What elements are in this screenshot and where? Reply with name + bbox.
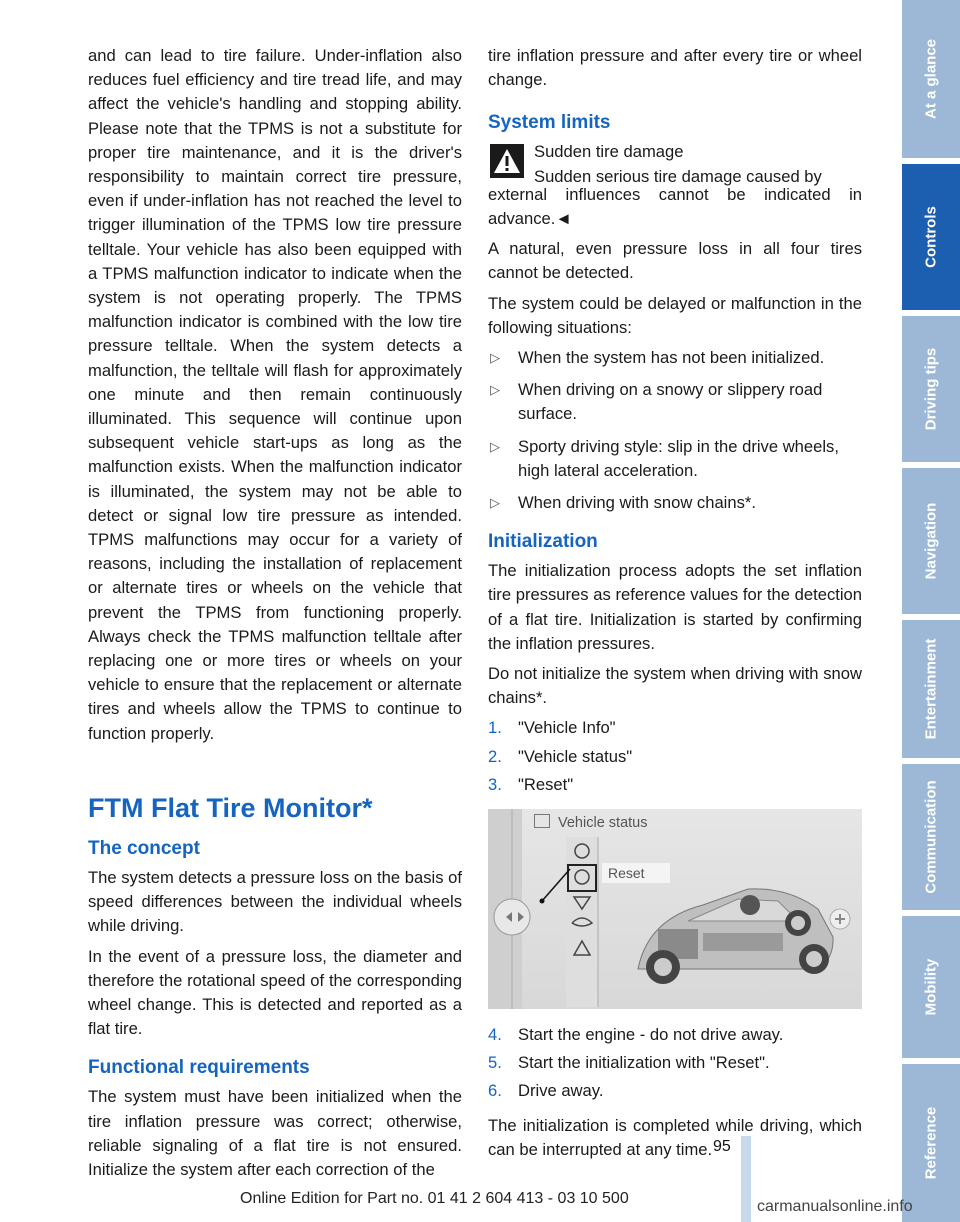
initialization-heading: Initialization bbox=[488, 531, 598, 553]
list-item: ▷ When driving on a snowy or slippery road surface. bbox=[490, 380, 823, 424]
footer-text: Online Edition for Part no. 01 41 2 604 413 - 03 10 500 bbox=[240, 1190, 629, 1207]
watermark: carmanualsonline.info bbox=[757, 1198, 913, 1215]
continued-paragraph: tire inflation pressure and after every tire or wheel change. bbox=[488, 46, 862, 90]
triangle-bullet-icon: ▷ bbox=[490, 350, 500, 366]
list-item: 5. Start the initialization with "Reset". bbox=[488, 1053, 770, 1073]
warning-note bbox=[488, 140, 862, 188]
tab-navigation[interactable]: Navigation bbox=[902, 468, 960, 614]
list-item: 2. "Vehicle status" bbox=[488, 746, 633, 766]
vehicle-status-screen-figure bbox=[488, 809, 862, 1009]
info-icon bbox=[534, 814, 550, 828]
tab-entertainment[interactable]: Entertainment bbox=[902, 620, 960, 758]
limits-paragraph-2: The system could be delayed or malfunction in the following situations: bbox=[488, 293, 862, 337]
left-column bbox=[88, 44, 462, 1188]
steps-list-b bbox=[488, 1023, 862, 1104]
steps-list-a bbox=[488, 716, 862, 797]
functional-requirements-paragraph: The system must have been initialized when the tire inflation pressure was correct; otherwise, reliable signaling of a flat tire is not ensured. Initialize the system after each correction of the bbox=[88, 1087, 462, 1179]
warning-text: external influences cannot be indicated in advance.◄ bbox=[488, 184, 862, 229]
figure-screen-title: Vehicle status bbox=[558, 815, 648, 832]
tab-communication[interactable]: Communication bbox=[902, 764, 960, 910]
page-number: 95 bbox=[713, 1138, 731, 1155]
tab-controls[interactable]: Controls bbox=[902, 164, 960, 310]
warning-line: Sudden serious tire damage caused by bbox=[534, 166, 822, 186]
system-limits-heading: System limits bbox=[488, 112, 611, 134]
vehicle-status-illustration bbox=[488, 809, 862, 1009]
list-item: 6. Drive away. bbox=[488, 1081, 604, 1101]
warning-icon bbox=[490, 144, 524, 178]
list-item: 1. "Vehicle Info" bbox=[488, 718, 616, 738]
intro-paragraph: and can lead to tire failure. Under-inflation also reduces fuel efficiency and tire tread life, and may affect the vehicle's handling and stopping ability. Please note that the TPMS is not a substitute for proper tire maintenance, and it is the driver's responsibility to maintain correct tire pressure, even if under-inflation has not reached the level to trigger illumination of the TPMS low tire pressure telltale. Your vehicle has also been equipped with a TPMS malfunction indicator to indicate when the system is not operating properly. The TPMS malfunction indicator is combined with the low tire pressure telltale. When the system detects a malfunction, the telltale will flash for approximately one minute and then remain continuously illuminated. This sequence will continue upon subsequent vehicle start-ups as long as the malfunction exists. When the malfunction indicator is illuminated, the system may not be able to detect or signal low tire pressure as intended. TPMS malfunctions may occur for a variety of reasons, including the installation of replacement or alternate tires or wheels on the vehicle that prevent the TPMS from functioning properly. Always check the TPMS malfunction telltale after replacing one or more tires or wheels on your vehicle to ensure that the replacement or alternate tires and wheels allow the TPMS to continue to function properly. bbox=[88, 46, 462, 743]
reset-menu-item: Reset bbox=[602, 863, 670, 883]
triangle-bullet-icon: ▷ bbox=[490, 382, 500, 398]
limits-paragraph-1: A natural, even pressure loss in all four tires cannot be detected. bbox=[488, 239, 862, 283]
right-column bbox=[488, 44, 862, 1168]
page-number-bar bbox=[741, 1136, 751, 1222]
list-item: 4. Start the engine - do not drive away. bbox=[488, 1025, 784, 1045]
triangle-bullet-icon: ▷ bbox=[490, 438, 500, 454]
list-item: ▷ Sporty driving style: slip in the drive wheels, high lateral acceleration. bbox=[490, 436, 839, 480]
warning-title: Sudden tire damage bbox=[534, 142, 684, 162]
initialization-paragraph-1: The initialization process adopts the set inflation tire pressures as reference values for the detection of a flat tire. Initialization is started by confirming the inflation pressures. bbox=[488, 561, 862, 653]
list-item: 3. "Reset" bbox=[488, 774, 574, 794]
final-paragraph: The initialization is completed while driving, which can be interrupted at any time. bbox=[488, 1115, 862, 1159]
concept-paragraph-1: The system detects a pressure loss on the basis of speed differences between the individual wheels while driving. bbox=[88, 867, 462, 936]
tab-driving-tips[interactable]: Driving tips bbox=[902, 316, 960, 462]
initialization-paragraph-2: Do not initialize the system when driving with snow chains*. bbox=[488, 664, 862, 708]
chapter-tabs bbox=[902, 0, 960, 1222]
list-item: ▷ When driving with snow chains*. bbox=[488, 491, 862, 515]
concept-paragraph-2: In the event of a pressure loss, the diameter and therefore the rotational speed of the corresponding wheel change. This is detected and reported as a flat tire. bbox=[88, 946, 462, 1039]
tab-at-a-glance[interactable]: At a glance bbox=[902, 0, 960, 158]
triangle-bullet-icon: ▷ bbox=[490, 495, 500, 511]
concept-heading: The concept bbox=[88, 837, 200, 859]
functional-requirements-heading: Functional requirements bbox=[88, 1057, 310, 1079]
tab-mobility[interactable]: Mobility bbox=[902, 916, 960, 1058]
limits-bullet-list bbox=[488, 346, 862, 515]
section-title: FTM Flat Tire Monitor* bbox=[88, 792, 373, 823]
list-item: ▷ When the system has not been initialized. bbox=[488, 346, 862, 370]
tab-reference[interactable]: Reference bbox=[902, 1064, 960, 1222]
